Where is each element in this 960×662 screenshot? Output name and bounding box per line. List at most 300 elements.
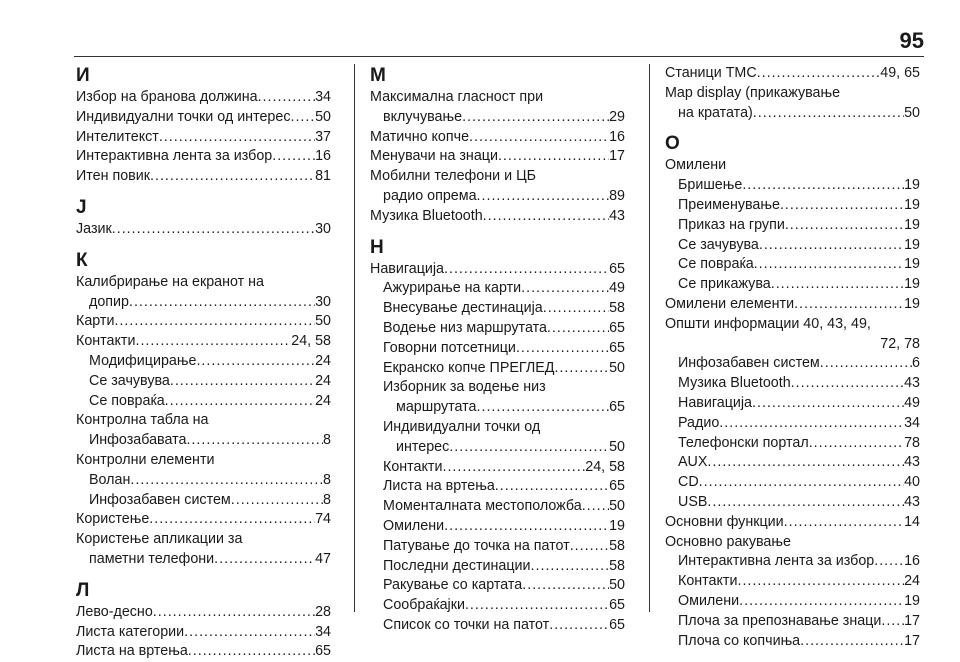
index-entry-text: Итен повик (76, 168, 151, 185)
index-entry-text: Ракување со картата (383, 577, 523, 594)
page-reference: 72, 78 (880, 335, 920, 352)
page-reference: 50 (609, 577, 625, 594)
index-entry (370, 576, 625, 596)
index-entry-line (370, 458, 625, 478)
index-entry-line (76, 510, 331, 530)
index-entry-line (370, 557, 625, 577)
dot-leader (477, 187, 610, 207)
index-column-3 (665, 64, 920, 651)
page-reference: 19 (904, 196, 920, 213)
index-entry-line (370, 576, 625, 596)
dot-leader (135, 332, 291, 352)
page-reference: 24 (315, 352, 331, 369)
page-reference: 28 (315, 603, 331, 620)
dot-leader (498, 147, 609, 167)
index-entry (665, 176, 920, 196)
dot-leader (554, 359, 609, 379)
index-entry-text: Листа категории (76, 623, 185, 640)
index-entry-text: Плоча со копчиња (678, 632, 801, 649)
index-entry-text: Плоча за препознавање знаци (678, 612, 882, 629)
index-entry-line (370, 187, 625, 207)
dot-leader (771, 275, 904, 295)
index-entry-text: Инфозабавен систем (678, 355, 820, 372)
dot-leader (495, 477, 609, 497)
page-reference: 43 (904, 375, 920, 392)
index-entry-text: Омилени елементи (665, 295, 795, 312)
page-reference: 43 (904, 454, 920, 471)
page-reference: 19 (904, 276, 920, 293)
index-entry-text: Листа на вртења (76, 643, 188, 660)
page-reference: 50 (609, 438, 625, 455)
index-entry (370, 477, 625, 497)
index-entry (370, 128, 625, 148)
dot-leader (753, 104, 904, 124)
index-entry-line (76, 312, 331, 332)
dot-leader (707, 493, 904, 513)
index-entry (370, 517, 625, 537)
page-reference: 34 (315, 89, 331, 105)
index-entry-text: Основни функции (665, 513, 784, 530)
page-reference: 89 (609, 187, 625, 204)
dot-leader (737, 572, 904, 592)
page-reference: 19 (904, 295, 920, 312)
index-entry (665, 533, 920, 553)
index-entry-line (665, 216, 920, 236)
index-entry-text: паметни телефони (89, 550, 215, 567)
index-entry-line (370, 128, 625, 148)
dot-leader (784, 513, 904, 533)
index-column-2 (370, 64, 625, 636)
index-entry-text: Се повраќа (89, 392, 165, 409)
index-entry-line (665, 414, 920, 434)
index-entry-text: Користење (76, 511, 150, 528)
index-entry (665, 552, 920, 572)
dot-leader (214, 550, 315, 570)
index-entry-text: Ажурирање на карти (383, 280, 522, 297)
index-entry (665, 513, 920, 533)
index-entry-line (665, 295, 920, 315)
index-entry-text: Интерактивна лента за избор (76, 148, 273, 165)
page-reference: 19 (904, 216, 920, 233)
index-entry-text: Бришење (678, 177, 743, 194)
dot-leader (800, 632, 904, 652)
index-entry-text: Модифицирање (89, 352, 197, 369)
page-reference: 24 (315, 372, 331, 389)
index-entry-text: Максимална гласност при (370, 89, 544, 105)
page-reference: 19 (904, 177, 920, 194)
index-entry-line (665, 64, 920, 84)
index-entry-line (370, 260, 625, 280)
index-entry-text: Омилени (383, 517, 445, 534)
index-entry-line (665, 453, 920, 473)
page-reference: 24 (315, 392, 331, 409)
dot-leader (188, 642, 315, 662)
index-entry-line (665, 592, 920, 612)
index-entry (665, 473, 920, 493)
index-entry-text: Матично копче (370, 128, 470, 145)
index-entry-text: Контакти (76, 333, 136, 350)
dot-leader (707, 453, 904, 473)
page-reference: 8 (323, 491, 331, 508)
dot-leader (780, 196, 904, 216)
index-entry-line (76, 220, 331, 240)
index-entry-text: Се повраќа (678, 256, 754, 273)
index-entry-line (665, 104, 920, 124)
page-reference: 29 (609, 108, 625, 125)
dot-leader (699, 473, 904, 493)
dot-leader (570, 537, 609, 557)
index-entry (665, 414, 920, 434)
index-entry-line (370, 299, 625, 319)
dot-leader (150, 167, 315, 187)
index-entry (665, 354, 920, 374)
dot-leader (516, 339, 609, 359)
index-entry-line (76, 128, 331, 148)
page-reference: 58 (609, 537, 625, 554)
index-entry (665, 84, 920, 124)
section-letter: И (76, 65, 90, 86)
index-entry (370, 207, 625, 227)
index-entry-line (665, 275, 920, 295)
page-reference: 50 (315, 108, 331, 125)
page-reference: 65 (609, 399, 625, 416)
index-entry-text: Сообраќајки (383, 597, 465, 614)
dot-leader (791, 374, 904, 394)
index-entry-text: Лево-десно (76, 603, 153, 620)
index-entry (370, 279, 625, 299)
page-reference: 19 (904, 236, 920, 253)
page-reference: 43 (904, 493, 920, 510)
index-entry-text: Навигација (678, 394, 753, 411)
page-reference: 30 (315, 293, 331, 310)
index-entry-text: Екранско копче ПРЕГЛЕД (383, 359, 555, 376)
index-entry-line (76, 431, 331, 451)
index-entry (370, 557, 625, 577)
dot-leader (477, 398, 610, 418)
page-number: 95 (899, 28, 924, 53)
page-reference: 17 (904, 612, 920, 629)
index-entry-line (370, 477, 625, 497)
index-entry-text: AUX (678, 454, 708, 471)
index-entry-text: Индивидуални точки од интерес (76, 108, 291, 125)
dot-leader (272, 147, 315, 167)
dot-leader (231, 491, 323, 511)
dot-leader (483, 207, 609, 227)
index-entry-text: Калибрирање на екранот на (76, 273, 265, 290)
dot-leader (153, 603, 315, 623)
dot-leader (465, 596, 609, 616)
index-entry (370, 378, 625, 418)
page-reference: 65 (609, 260, 625, 277)
index-entry-text: Моменталната местоположба (383, 498, 582, 515)
index-entry (76, 220, 331, 240)
dot-leader (543, 299, 609, 319)
index-entry-line (76, 471, 331, 491)
index-entry-text: Се прикажува (678, 276, 771, 293)
dot-leader (444, 260, 609, 280)
section-letter: Л (76, 579, 90, 601)
header-rule (74, 56, 924, 57)
dot-leader (759, 236, 904, 256)
index-entry-text: Мобилни телефони и ЦБ (370, 168, 537, 185)
index-entry (665, 236, 920, 256)
index-entry (76, 491, 331, 511)
index-entry (76, 392, 331, 412)
index-entry-text: Радио (678, 414, 720, 431)
index-entry-line (76, 372, 331, 392)
index-entry-text: Патување до точка на патот (383, 537, 570, 554)
index-entry (76, 352, 331, 372)
index-entry-text: Менувачи на знаци (370, 148, 498, 165)
index-entry (76, 167, 331, 187)
page-reference: 65 (609, 478, 625, 495)
index-entry (665, 156, 920, 176)
index-entry-line (76, 108, 331, 128)
index-entry-line (665, 552, 920, 572)
dot-leader (719, 414, 904, 434)
page-reference: 14 (904, 513, 920, 530)
page-reference: 17 (904, 632, 920, 649)
page-reference: 65 (609, 597, 625, 614)
index-entry (76, 530, 331, 570)
index-entry-text: на кратата) (678, 104, 753, 121)
index-entry-text: Користење апликации за (76, 531, 243, 548)
index-entry-text: маршрутата (396, 399, 477, 416)
index-entry (76, 372, 331, 392)
index-entry (76, 642, 331, 662)
dot-leader (165, 392, 315, 412)
index-entry-text: радио опрема (383, 187, 477, 204)
index-entry-text: Музика Bluetooth (678, 375, 791, 392)
index-entry-line (665, 572, 920, 592)
page-reference: 50 (315, 313, 331, 330)
index-entry-line (665, 255, 920, 275)
dot-leader (469, 128, 609, 148)
index-entry-text: Избор на бранова должина (76, 89, 258, 105)
index-entry-text: Водење низ маршрутата (383, 319, 547, 336)
index-entry (370, 319, 625, 339)
dot-leader (130, 471, 323, 491)
dot-leader (114, 312, 315, 332)
index-entry-line (665, 354, 920, 374)
dot-leader (757, 64, 881, 84)
index-entry (665, 592, 920, 612)
index-entry-line (76, 293, 331, 313)
page-reference: 6 (912, 355, 920, 372)
section-letter: Н (370, 236, 384, 258)
dot-leader (794, 295, 904, 315)
page-reference: 78 (904, 434, 920, 451)
page-reference: 74 (315, 511, 331, 528)
page-reference: 50 (609, 359, 625, 376)
index-entry (370, 596, 625, 616)
index-entry (370, 339, 625, 359)
index-entry-text: интерес (396, 438, 450, 455)
page-reference: 58 (609, 557, 625, 574)
page-reference: 17 (609, 148, 625, 165)
dot-leader (549, 616, 609, 636)
index-entry-text: Список со точки на патот (383, 616, 550, 633)
index-entry-text: Волан (89, 471, 131, 488)
index-entry-line (76, 642, 331, 662)
section-letter: К (76, 249, 88, 271)
index-entry-line (665, 632, 920, 652)
index-entry-line (76, 88, 331, 108)
index-entry-text: Контролни елементи (76, 451, 215, 468)
index-entry-text: Се зачувува (678, 236, 759, 253)
page-reference: 8 (323, 471, 331, 488)
index-entry-line (370, 517, 625, 537)
index-entry-text: Изборник за водење низ (383, 379, 546, 396)
index-entry (665, 572, 920, 592)
index-entry (665, 64, 920, 84)
section-letter: М (370, 65, 386, 86)
index-entry (370, 359, 625, 379)
index-entry (370, 88, 625, 128)
index-entry-text: Омилени (678, 592, 740, 609)
dot-leader (522, 576, 609, 596)
index-entry-line (370, 147, 625, 167)
index-entry-text: Листа на вртења (383, 478, 495, 495)
dot-leader (820, 354, 912, 374)
index-entry-text: Јазик (76, 220, 112, 237)
index-entry (370, 458, 625, 478)
index-entry (665, 374, 920, 394)
index-entry (76, 108, 331, 128)
index-entry (665, 315, 920, 355)
index-entry-line (76, 603, 331, 623)
index-entry-line (370, 207, 625, 227)
dot-leader (149, 510, 315, 530)
page-reference: 16 (904, 553, 920, 570)
page-reference: 30 (315, 220, 331, 237)
dot-leader (809, 434, 904, 454)
index-entry-text: Основно ракување (665, 533, 791, 550)
index-entry-text: Map display (прикажување (665, 84, 841, 101)
index-entry-text: Контролна табла на (76, 412, 209, 429)
index-entry (370, 537, 625, 557)
page-reference: 43 (609, 207, 625, 224)
page-reference: 19 (609, 517, 625, 534)
dot-leader (521, 279, 609, 299)
index-entry (665, 612, 920, 632)
page-reference: 37 (315, 128, 331, 145)
index-entry-line (665, 612, 920, 632)
index-entry (665, 216, 920, 236)
index-entry (370, 616, 625, 636)
index-entry (370, 299, 625, 319)
dot-leader (462, 108, 609, 128)
page-reference: 58 (609, 300, 625, 317)
index-entry-line (370, 616, 625, 636)
index-entry (370, 167, 625, 207)
dot-leader (754, 255, 904, 275)
index-entry-text: Говорни потсетници (383, 339, 516, 356)
index-entry (76, 312, 331, 332)
page-reference: 49, 65 (880, 65, 920, 81)
page-reference: 49 (609, 280, 625, 297)
index-entry-text: CD (678, 474, 699, 491)
index-entry (76, 451, 331, 491)
index-entry-line (665, 236, 920, 256)
index-entry-text: Интелитекст (76, 128, 159, 145)
dot-leader (258, 88, 316, 108)
index-entry-line (370, 279, 625, 299)
page-reference: 47 (315, 550, 331, 567)
index-entry-line (370, 108, 625, 128)
index-entry-text: Станици TMC (665, 65, 757, 81)
dot-leader (449, 438, 609, 458)
index-entry-text: Општи информации 40, 43, 49, (665, 315, 871, 332)
page-reference: 8 (323, 432, 331, 449)
index-entry (76, 603, 331, 623)
page-reference: 65 (609, 339, 625, 356)
dot-leader (739, 592, 904, 612)
index-entry-line (370, 596, 625, 616)
dot-leader (129, 293, 315, 313)
index-entry-text: вклучување (383, 108, 463, 125)
index-entry-text: Карти (76, 313, 115, 330)
index-entry-line (76, 550, 331, 570)
index-entry-text: Преименување (678, 196, 780, 213)
page-reference: 65 (609, 616, 625, 633)
index-entry (665, 632, 920, 652)
index-entry (76, 510, 331, 530)
column-divider (354, 64, 355, 612)
page-reference: 19 (904, 256, 920, 273)
page-reference: 65 (609, 319, 625, 336)
dot-leader (184, 623, 315, 643)
index-entry (76, 128, 331, 148)
index-entry (370, 260, 625, 280)
index-entry (370, 418, 625, 458)
dot-leader (290, 108, 315, 128)
index-entry-line (76, 147, 331, 167)
index-entry-text: Инфозабавен систем (89, 491, 231, 508)
index-entry-line (665, 176, 920, 196)
index-entry-line (76, 623, 331, 643)
dot-leader (881, 612, 904, 632)
index-entry (76, 332, 331, 352)
index-entry (665, 453, 920, 473)
dot-leader (159, 128, 315, 148)
page-reference: 24, 58 (585, 458, 625, 475)
dot-leader (112, 220, 315, 240)
dot-leader (531, 557, 610, 577)
index-entry-line (665, 434, 920, 454)
index-entry-line (665, 394, 920, 414)
index-entry (665, 493, 920, 513)
dot-leader (444, 517, 609, 537)
page-reference: 34 (904, 414, 920, 431)
column-divider (649, 64, 650, 612)
index-entry-text: Музика Bluetooth (370, 207, 483, 224)
index-entry-line (665, 196, 920, 216)
index-entry-line (76, 491, 331, 511)
dot-leader (196, 352, 315, 372)
dot-leader (785, 216, 904, 236)
section-letter: О (665, 133, 680, 155)
index-entry (665, 255, 920, 275)
index-entry-line (370, 537, 625, 557)
index-entry-line (370, 319, 625, 339)
index-entry-text: Инфозабавата (89, 432, 187, 449)
page-reference: 40 (904, 474, 920, 491)
page-reference: 50 (904, 104, 920, 121)
dot-leader (752, 394, 904, 414)
page-reference: 81 (315, 168, 331, 185)
dot-leader (170, 372, 315, 392)
